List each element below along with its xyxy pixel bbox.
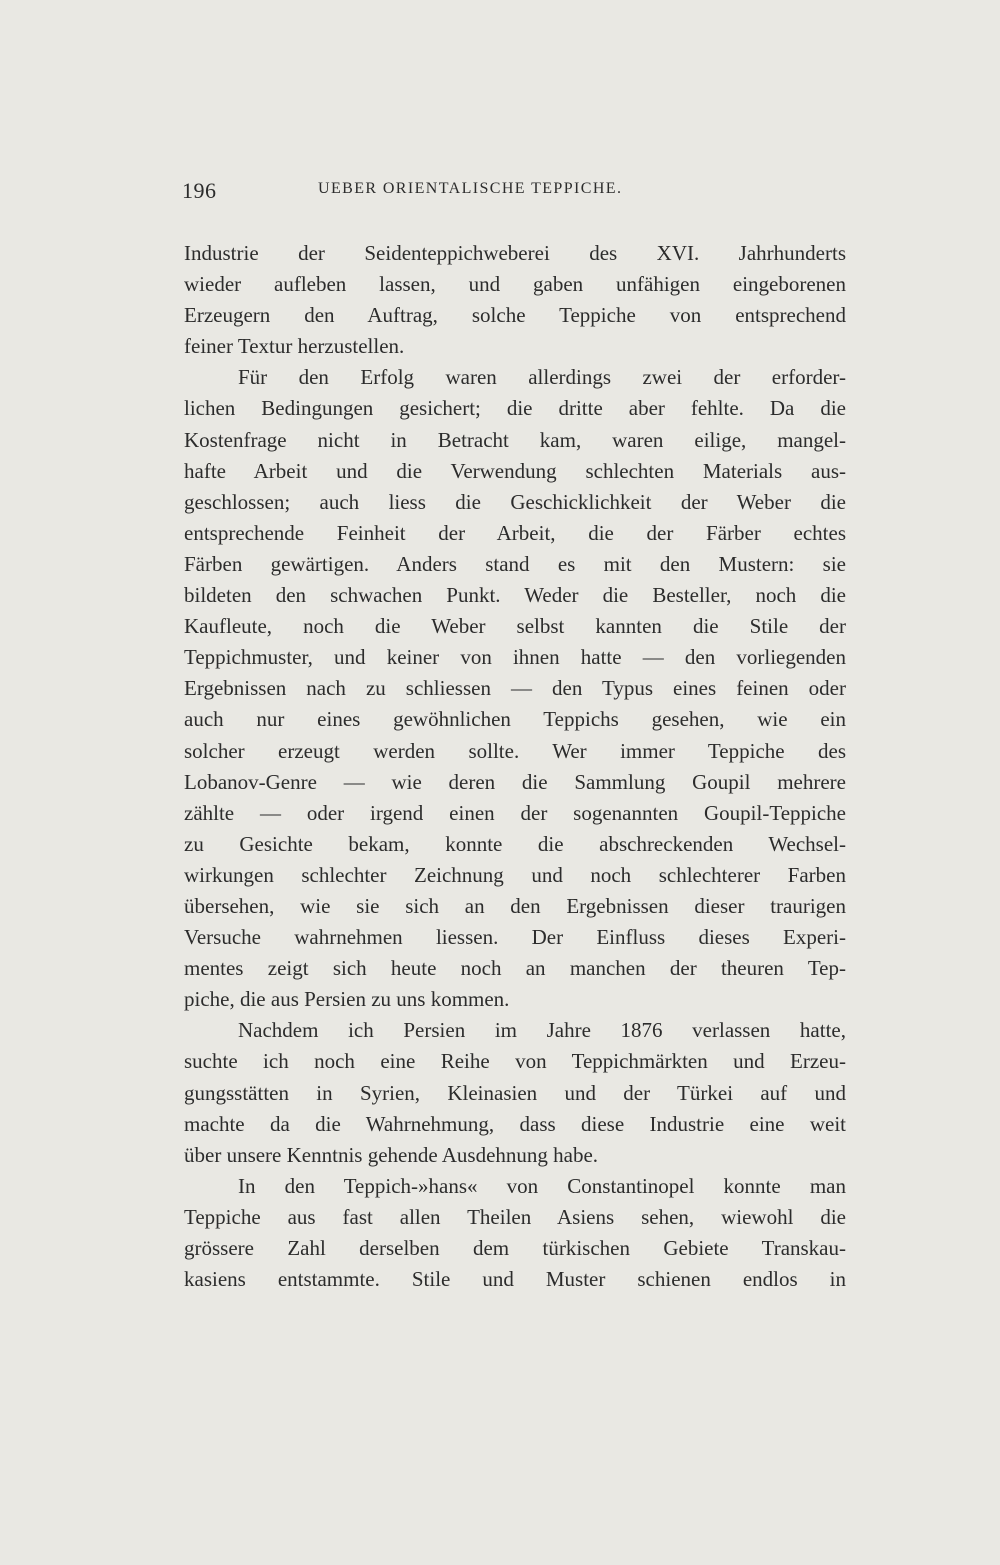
text-line: über unsere Kenntnis gehende Ausdehnung habe. xyxy=(184,1142,599,1167)
text-line: wirkungen schlechter Zeichnung und noch schlechterer Farben xyxy=(184,862,846,887)
paragraph-first-line: Für den Erfolg waren allerdings zwei der erforder- xyxy=(238,365,846,390)
text-line: hafte Arbeit und die Verwendung schlechten Materials aus- xyxy=(184,458,846,483)
text-line: machte da die Wahrnehmung, dass diese Industrie eine weit xyxy=(184,1111,846,1136)
text-line: wieder aufleben lassen, und gaben unfähigen eingeborenen xyxy=(184,272,846,297)
running-title: UEBER ORIENTALISCHE TEPPICHE. xyxy=(318,180,623,197)
text-line: Teppiche aus fast allen Theilen Asiens sehen, wiewohl die xyxy=(184,1204,846,1229)
text-line: Industrie der Seidenteppichweberei des XVI. Jahrhunderts xyxy=(184,241,846,265)
paragraph-first-line: In den Teppich-»hans« von Constantinopel konnte man xyxy=(238,1173,846,1198)
running-head xyxy=(182,178,847,208)
text-line: übersehen, wie sie sich an den Ergebnissen dieser traurigen xyxy=(184,893,846,918)
text-line: gungsstätten in Syrien, Kleinasien und der Türkei auf und xyxy=(184,1080,846,1105)
text-line: suchte ich noch eine Reihe von Teppichmärkten und Erzeu- xyxy=(184,1049,846,1074)
text-line: solcher erzeugt werden sollte. Wer immer Teppiche des xyxy=(184,738,846,763)
text-line: lichen Bedingungen gesichert; die dritte aber fehlte. Da die xyxy=(184,396,846,421)
text-line: Lobanov-Genre — wie deren die Sammlung Goupil mehrere xyxy=(184,769,846,794)
text-line: Teppichmuster, und keiner von ihnen hatte — den vorliegenden xyxy=(184,645,846,670)
text-line: geschlossen; auch liess die Geschicklichkeit der Weber die xyxy=(184,489,846,514)
text-line: Erzeugern den Auftrag, solche Teppiche von entsprechend xyxy=(184,303,846,328)
page-number: 196 xyxy=(182,178,217,203)
paragraph-first-line: Nachdem ich Persien im Jahre 1876 verlassen hatte, xyxy=(238,1018,846,1043)
text-line: kasiens entstammte. Stile und Muster schienen endlos in xyxy=(184,1267,846,1292)
text-line: bildeten den schwachen Punkt. Weder die Besteller, noch die xyxy=(184,583,846,608)
text-line: Färben gewärtigen. Anders stand es mit den Mustern: sie xyxy=(184,551,846,576)
text-line: zu Gesichte bekam, konnte die abschreckenden Wechsel- xyxy=(184,831,846,856)
text-line: Versuche wahrnehmen liessen. Der Einfluss dieses Experi- xyxy=(184,925,846,950)
text-line: Kostenfrage nicht in Betracht kam, waren eilige, mangel- xyxy=(184,427,846,452)
text-line: zählte — oder irgend einen der sogenannten Goupil-Teppiche xyxy=(184,800,846,825)
text-line: entsprechende Feinheit der Arbeit, die der Färber echtes xyxy=(184,520,846,545)
text-line: piche, die aus Persien zu uns kommen. xyxy=(184,987,510,1012)
body-text xyxy=(184,238,846,1295)
text-line: grössere Zahl derselben dem türkischen Gebiete Transkau- xyxy=(184,1236,846,1260)
text-line: feiner Textur herzustellen. xyxy=(184,334,405,359)
text-line: auch nur eines gewöhnlichen Teppichs gesehen, wie ein xyxy=(184,707,846,732)
text-line: mentes zeigt sich heute noch an manchen der theuren Tep- xyxy=(184,956,846,981)
text-line: Kaufleute, noch die Weber selbst kannten die Stile der xyxy=(184,614,846,639)
text-line: Ergebnissen nach zu schliessen — den Typus eines feinen oder xyxy=(184,676,846,701)
